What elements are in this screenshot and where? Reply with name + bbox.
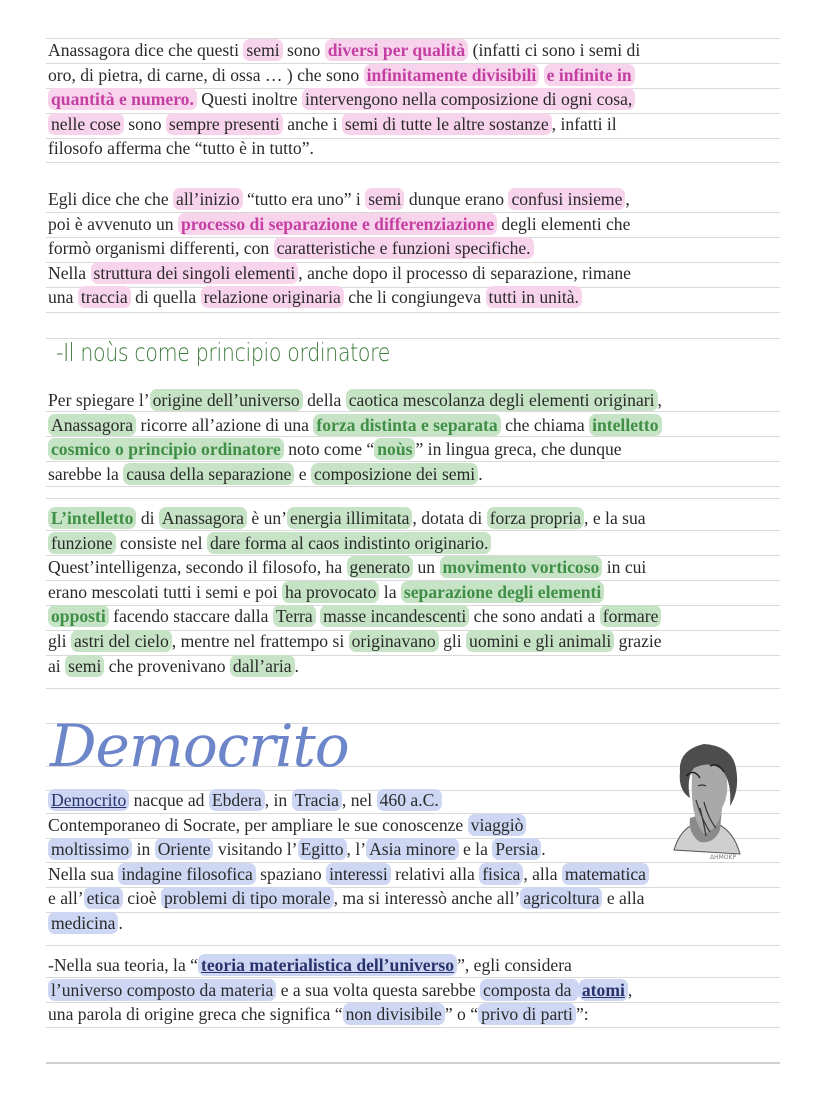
text-run: Nella sua (48, 863, 119, 884)
text-run: , nel (341, 790, 377, 810)
page-title: Democrito (50, 712, 349, 780)
text-run: e la (458, 839, 493, 860)
text-run: , (627, 979, 633, 1000)
paragraph-tutto-era-uno (48, 187, 793, 310)
highlighted-phrase: formare (600, 605, 662, 627)
text-run: (infatti ci sono i semi di (468, 40, 641, 60)
highlighted-phrase: semi (243, 39, 282, 61)
highlighted-phrase: noùs (374, 438, 415, 460)
rule-line (46, 1027, 780, 1028)
text-line (48, 87, 793, 112)
text-line (48, 654, 793, 679)
text-line (48, 285, 793, 310)
highlighted-phrase: viaggiò (468, 814, 527, 836)
highlighted-phrase: moltissimo (48, 838, 132, 860)
highlighted-phrase: dall’aria (230, 655, 295, 677)
text-run: di (136, 508, 159, 528)
highlighted-phrase: origine dell’universo (150, 389, 303, 411)
text-run: , l’ (346, 839, 367, 860)
rule-line (46, 1062, 780, 1064)
highlighted-phrase: interessi (326, 863, 391, 885)
text-run: , mentre nel frattempo si (171, 630, 349, 651)
text-line (48, 837, 793, 862)
highlighted-phrase: Egitto (298, 838, 347, 860)
text-run: , (657, 390, 662, 410)
highlighted-phrase: cosmico o principio ordinatore (48, 438, 284, 460)
highlighted-phrase: astri del cielo (71, 630, 172, 652)
highlighted-phrase: infinitamente divisibili (364, 64, 540, 86)
text-line (48, 629, 793, 654)
text-run: in (132, 839, 155, 860)
text-run: . (294, 655, 299, 676)
paragraph-intelletto (48, 506, 793, 678)
paragraph-democrito-bio (48, 788, 793, 936)
text-run: sarebbe la (48, 463, 124, 484)
text-line (48, 136, 793, 161)
highlighted-phrase: composta da (480, 979, 579, 1001)
text-line (48, 1002, 793, 1027)
highlighted-phrase: etica (84, 887, 123, 909)
text-line (48, 413, 793, 438)
text-run: gli (438, 630, 467, 651)
highlighted-phrase: indagine filosofica (118, 863, 255, 885)
text-line (48, 604, 793, 629)
text-run: e (294, 463, 311, 484)
text-line (48, 953, 793, 978)
rule-line (46, 688, 780, 689)
highlighted-phrase: traccia (78, 286, 131, 308)
text-run: un (413, 557, 440, 578)
text-line (48, 212, 793, 237)
text-line (48, 388, 793, 413)
highlighted-phrase: intervengono nella composizione di ogni cosa, (302, 88, 635, 110)
paragraph-teoria-materialistica (48, 953, 793, 1027)
text-run: una parola di origine greca che significa “ (48, 1004, 343, 1025)
text-run: . (118, 912, 123, 933)
highlighted-phrase: problemi di tipo morale (161, 887, 334, 909)
text-line (48, 437, 793, 462)
text-run: dunque erano (404, 189, 509, 209)
text-run: la (379, 581, 401, 602)
highlighted-phrase: diversi per qualità (325, 39, 469, 61)
highlighted-phrase: movimento vorticoso (440, 556, 603, 578)
highlighted-phrase: Democrito (48, 789, 129, 811)
text-run: , dotata di (412, 508, 487, 528)
highlighted-phrase: Oriente (155, 838, 214, 860)
text-run: , in (264, 790, 292, 810)
text-run: , infatti il (551, 113, 617, 134)
highlighted-phrase: Terra (273, 605, 316, 627)
highlighted-phrase: separazione degli elementi (401, 581, 604, 603)
text-run: Per spiegare l’ (48, 390, 150, 410)
highlighted-phrase: teoria materialistica dell’universo (198, 954, 457, 976)
text-run: , ma si interessò anche all’ (333, 888, 521, 909)
paragraph-origine-universo (48, 388, 793, 486)
text-run: cioè (122, 888, 161, 909)
text-run: ” o “ (444, 1004, 479, 1025)
text-run: relativi alla (390, 863, 480, 884)
text-run (539, 65, 543, 85)
highlighted-phrase: all’inizio (173, 188, 243, 210)
text-run: poi è avvenuto un (48, 213, 178, 234)
text-run: “tutto era uno” i (242, 189, 366, 209)
highlighted-phrase: caotica mescolanza degli elementi originari (346, 389, 658, 411)
text-line (48, 978, 793, 1003)
text-run: consiste nel (115, 532, 207, 553)
text-run: oro, di pietra, di carne, di ossa … ) che sono (48, 64, 364, 85)
highlighted-phrase: confusi insieme (508, 188, 625, 210)
highlighted-phrase: Persia (492, 838, 541, 860)
rule-line (46, 312, 780, 313)
text-run: , e la sua (584, 508, 646, 528)
text-line (48, 236, 793, 261)
text-run: gli (48, 630, 71, 651)
text-run: grazie (614, 630, 662, 651)
text-line (48, 580, 793, 605)
text-line (48, 506, 793, 531)
highlighted-phrase: tutti in unità. (486, 286, 582, 308)
section-heading: -Il noùs come principio ordinatore (56, 338, 391, 367)
highlighted-phrase: semi (65, 655, 104, 677)
highlighted-phrase: sempre presenti (166, 113, 283, 135)
highlighted-phrase: l’universo composto da materia (48, 979, 276, 1001)
rule-line (46, 945, 780, 946)
highlighted-phrase: caratteristiche e funzioni specifiche. (274, 237, 534, 259)
text-run: che li congiungeva (343, 287, 486, 308)
rule-line (46, 498, 780, 499)
highlighted-phrase: funzione (48, 532, 116, 554)
text-run: in cui (602, 557, 647, 578)
text-run: -Nella sua teoria, la “ (48, 955, 198, 975)
highlighted-phrase: e infinite in (544, 64, 635, 86)
highlighted-phrase: semi (365, 188, 404, 210)
text-run: visitando l’ (213, 839, 298, 860)
text-run: degli elementi che (497, 213, 631, 234)
text-run: è un’ (246, 508, 288, 528)
text-run: , (625, 189, 630, 209)
text-run: , anche dopo il processo di separazione, rimane (298, 262, 631, 283)
text-line (48, 38, 793, 63)
highlighted-phrase: relazione originaria (201, 286, 344, 308)
highlighted-phrase: forza propria (487, 507, 584, 529)
text-line (48, 862, 793, 887)
text-run: ” in lingua greca, che dunque (415, 439, 622, 460)
text-line (48, 261, 793, 286)
text-run: spaziano (255, 863, 327, 884)
text-run: Questi inoltre (196, 89, 302, 110)
highlighted-phrase: Ebdera (209, 789, 265, 811)
text-run: sono (282, 40, 325, 60)
text-run: ”, egli considera (457, 955, 572, 975)
text-run: sono (123, 113, 166, 134)
highlighted-phrase: generato (347, 556, 414, 578)
text-run: . (541, 839, 546, 860)
text-run: ”: (575, 1004, 589, 1025)
highlighted-phrase: composizione dei semi (311, 463, 478, 485)
text-run: e a sua volta questa sarebbe (276, 979, 481, 1000)
highlighted-phrase: Asia minore (366, 838, 458, 860)
text-run: di quella (130, 287, 201, 308)
paragraph-semi (48, 38, 793, 161)
text-line (48, 911, 793, 936)
portrait-caption: ΔΗΜΟΚΡ (710, 854, 737, 861)
highlighted-phrase: dare forma al caos indistinto originario. (207, 532, 492, 554)
highlighted-phrase: privo di parti (478, 1003, 576, 1025)
highlighted-phrase: originavano (349, 630, 439, 652)
text-line (48, 886, 793, 911)
highlighted-phrase: causa della separazione (123, 463, 294, 485)
text-line (48, 462, 793, 487)
text-run: erano mescolati tutti i semi e poi (48, 581, 283, 602)
text-line (48, 555, 793, 580)
highlighted-phrase: masse incandescenti (320, 605, 469, 627)
text-run: noto come “ (283, 439, 375, 460)
highlighted-phrase: fisica (479, 863, 523, 885)
text-run: una (48, 287, 78, 308)
text-run: ai (48, 655, 66, 676)
text-run: e all’ (48, 888, 84, 909)
text-run: ricorre all’azione di una (136, 414, 314, 435)
highlighted-phrase: semi di tutte le altre sostanze (342, 113, 552, 135)
highlighted-phrase: energia illimitata (287, 507, 412, 529)
highlighted-phrase: Tracia (292, 789, 342, 811)
highlighted-phrase: 460 a.C. (377, 789, 442, 811)
text-run: che chiama (500, 414, 590, 435)
text-run: e alla (602, 888, 645, 909)
highlighted-phrase: L’intelletto (48, 507, 136, 529)
highlighted-phrase: quantità e numero. (48, 88, 197, 110)
text-line (48, 187, 793, 212)
highlighted-phrase: matematica (562, 863, 649, 885)
text-run: della (302, 390, 346, 410)
text-run: facendo staccare dalla (108, 606, 273, 627)
text-run: filosofo afferma che “tutto è in tutto”. (48, 138, 314, 159)
highlighted-phrase: nelle cose (48, 113, 124, 135)
text-run: che provenivano (104, 655, 230, 676)
text-line (48, 531, 793, 556)
highlighted-phrase: intelletto (589, 414, 661, 436)
highlighted-phrase: Anassagora (48, 414, 136, 436)
highlighted-phrase: Anassagora (159, 507, 247, 529)
text-run: che sono andati a (469, 606, 600, 627)
highlighted-phrase: processo di separazione e differenziazione (178, 213, 497, 235)
highlighted-phrase: struttura dei singoli elementi (91, 262, 299, 284)
text-run: nacque ad (129, 790, 209, 810)
text-line (48, 63, 793, 88)
highlighted-phrase: non divisibile (343, 1003, 445, 1025)
text-run: , alla (523, 863, 562, 884)
text-line (48, 788, 793, 813)
rule-line (46, 162, 780, 163)
text-line (48, 813, 793, 838)
text-run: Contemporaneo di Socrate, per ampliare le sue conoscenze (48, 814, 468, 835)
highlighted-phrase: atomi (579, 979, 628, 1001)
highlighted-phrase: ha provocato (282, 581, 379, 603)
text-run: Egli dice che che (48, 189, 174, 209)
highlighted-phrase: opposti (48, 605, 109, 627)
text-run: anche i (282, 113, 342, 134)
text-run: Quest’intelligenza, secondo il filosofo, ha (48, 557, 347, 578)
highlighted-phrase: forza distinta e separata (313, 414, 500, 436)
highlighted-phrase: medicina (48, 912, 118, 934)
text-run: Nella (48, 262, 91, 283)
text-run: . (478, 463, 483, 484)
text-line (48, 112, 793, 137)
highlighted-phrase: agricoltura (520, 887, 602, 909)
highlighted-phrase: uomini e gli animali (466, 630, 614, 652)
text-run: Anassagora dice che questi (48, 40, 244, 60)
text-run: formò organismi differenti, con (48, 238, 274, 259)
